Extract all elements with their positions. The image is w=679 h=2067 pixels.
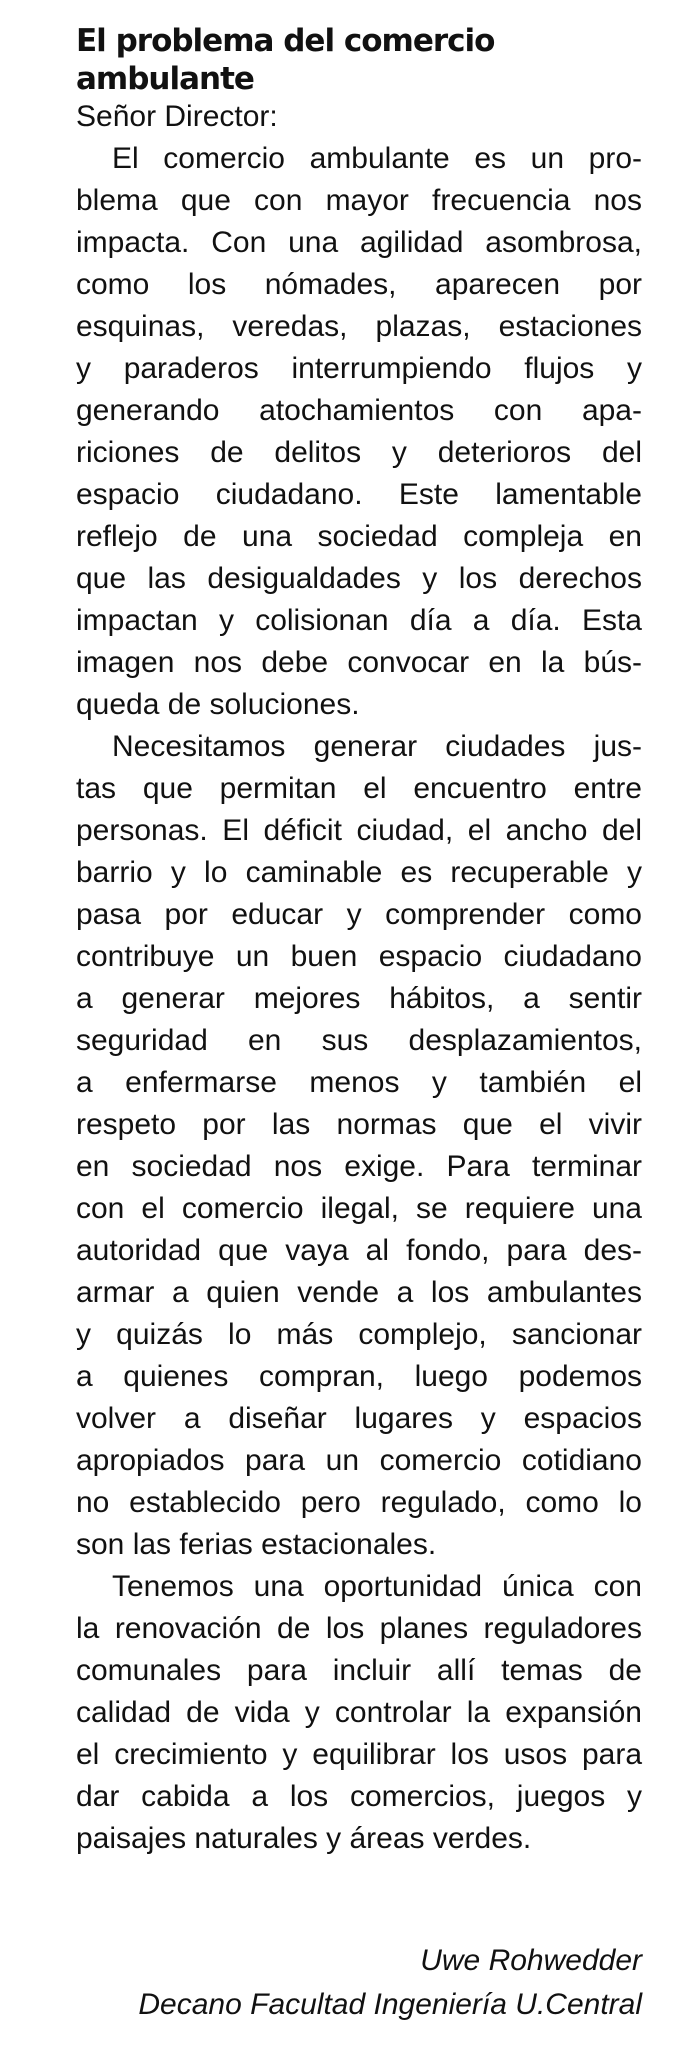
paragraph-line: imagen nos debe convocar en la bús- (76, 646, 642, 679)
paragraph-line: Tenemos una oportunidad única con (112, 1570, 642, 1603)
paragraph-line: y paraderos interrumpiendo flujos y (76, 352, 642, 385)
paragraph-line: pasa por educar y comprender como (76, 898, 642, 931)
paragraph-line: el crecimiento y equilibrar los usos para (76, 1738, 642, 1771)
paragraph-line: impactan y colisionan día a día. Esta (76, 604, 642, 637)
paragraph-line: a generar mejores hábitos, a sentir (76, 982, 642, 1015)
paragraph-line: seguridad en sus desplazamientos, (76, 1024, 642, 1057)
paragraph-line: barrio y lo caminable es recuperable y (76, 856, 642, 889)
paragraph-line: esquinas, veredas, plazas, estaciones (76, 310, 642, 343)
paragraph-line: tas que permitan el encuentro entre (76, 772, 642, 805)
paragraph-line: a quienes compran, luego podemos (76, 1360, 642, 1393)
paragraph-line: con el comercio ilegal, se requiere una (76, 1192, 642, 1225)
signature-name: Uwe Rohwedder (420, 1944, 642, 1977)
paragraph-line: Necesitamos generar ciudades jus- (112, 730, 642, 763)
paragraph-line: queda de soluciones. (76, 688, 360, 721)
paragraph-line: impacta. Con una agilidad asombrosa, (76, 226, 642, 259)
paragraph-line: apropiados para un comercio cotidiano (76, 1444, 642, 1477)
letter-title: El problema del comercio (76, 23, 495, 59)
paragraph-line: espacio ciudadano. Este lamentable (76, 478, 642, 511)
paragraph-line: personas. El déficit ciudad, el ancho del (76, 814, 642, 847)
paragraph-line: como los nómades, aparecen por (76, 268, 642, 301)
paragraph-line: blema que con mayor frecuencia nos (76, 184, 642, 217)
paragraph-line: riciones de delitos y deterioros del (76, 436, 642, 469)
paragraph-line: y quizás lo más complejo, sancionar (76, 1318, 642, 1351)
signature-position: Decano Facultad Ingeniería U.Central (138, 1988, 642, 2021)
paragraph-line: volver a diseñar lugares y espacios (76, 1402, 642, 1435)
paragraph-line: generando atochamientos con apa- (76, 394, 642, 427)
paragraph-line: contribuye un buen espacio ciudadano (76, 940, 642, 973)
paragraph-line: no establecido pero regulado, como lo (76, 1486, 642, 1519)
paragraph-line: paisajes naturales y áreas verdes. (76, 1822, 532, 1855)
paragraph-line: calidad de vida y controlar la expansión (76, 1696, 642, 1729)
paragraph-line: reflejo de una sociedad compleja en (76, 520, 642, 553)
paragraph-line: comunales para incluir allí temas de (76, 1654, 642, 1687)
paragraph-line: dar cabida a los comercios, juegos y (76, 1780, 642, 1813)
paragraph-line: en sociedad nos exige. Para terminar (76, 1150, 642, 1183)
letter-title: ambulante (76, 61, 254, 97)
salutation: Señor Director: (76, 100, 278, 133)
paragraph-line: a enfermarse menos y también el (76, 1066, 642, 1099)
paragraph-line: la renovación de los planes reguladores (76, 1612, 642, 1645)
paragraph-line: son las ferias estacionales. (76, 1528, 437, 1561)
paragraph-line: El comercio ambulante es un pro- (112, 142, 642, 175)
paragraph-line: respeto por las normas que el vivir (76, 1108, 642, 1141)
paragraph-line: armar a quien vende a los ambulantes (76, 1276, 642, 1309)
paragraph-line: autoridad que vaya al fondo, para des- (76, 1234, 642, 1267)
paragraph-line: que las desigualdades y los derechos (76, 562, 642, 595)
